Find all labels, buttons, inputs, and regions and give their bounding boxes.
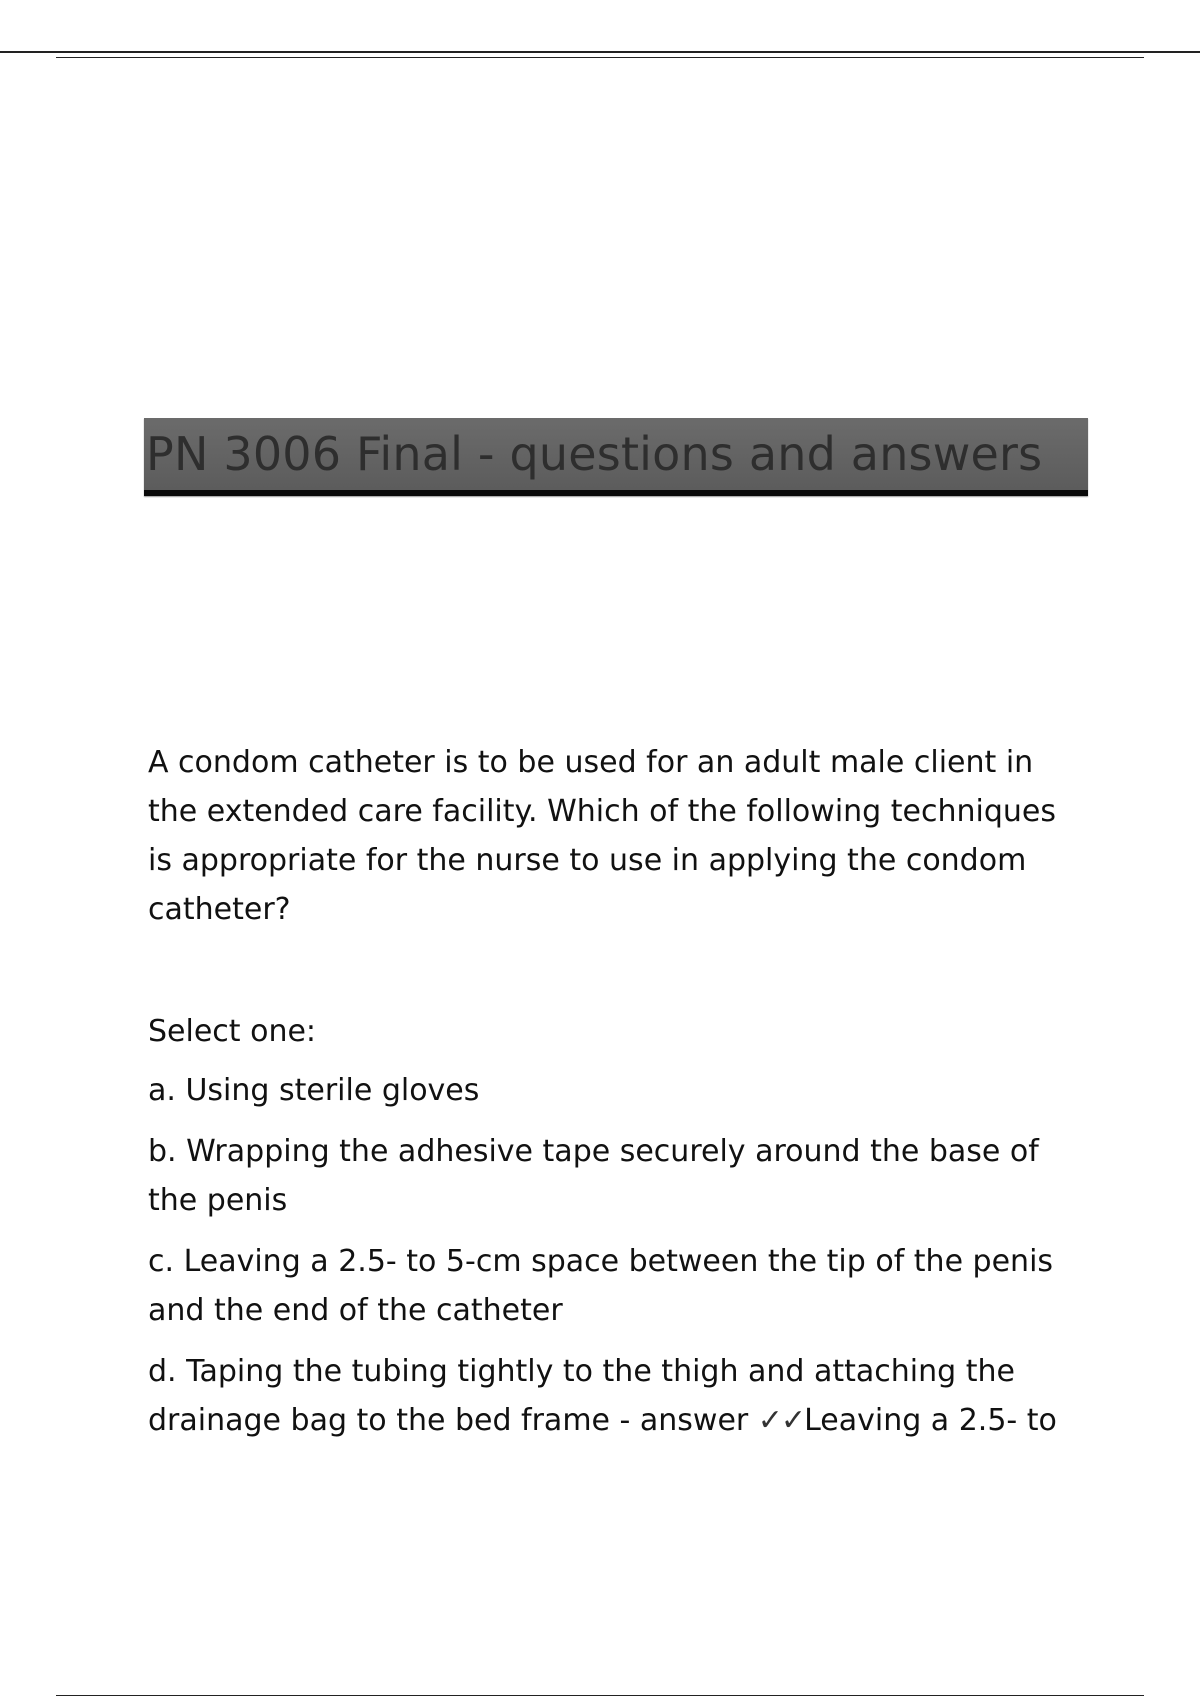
option-c: c. Leaving a 2.5- to 5-cm space between the tip of the penis and the end of the catheter (148, 1244, 1054, 1328)
option-a: a. Using sterile gloves (148, 1073, 480, 1108)
double-check-icon: ✓✓ (757, 1403, 805, 1438)
footer-rule (56, 1695, 1144, 1696)
answer-text: Leaving a 2.5- to (804, 1403, 1057, 1438)
page-title: PN 3006 Final - questions and answers (146, 427, 1043, 481)
question-text: A condom catheter is to be used for an adult male client in the extended care facility. Which of the following techniques is appropriate for the nurse to use in applying the condom catheter? (148, 745, 1056, 927)
question-block (148, 738, 1088, 1445)
header-rule-inner (56, 57, 1144, 58)
option-d (148, 1347, 1088, 1445)
title-banner (144, 418, 1088, 496)
option-b: b. Wrapping the adhesive tape securely around the base of the penis (148, 1134, 1039, 1218)
header-rule-outer (0, 51, 1200, 53)
option-d-text: d. Taping the tubing tightly to the thigh and attaching the drainage bag to the bed frame - answer (148, 1354, 1015, 1438)
select-one-label: Select one: (148, 1014, 317, 1049)
